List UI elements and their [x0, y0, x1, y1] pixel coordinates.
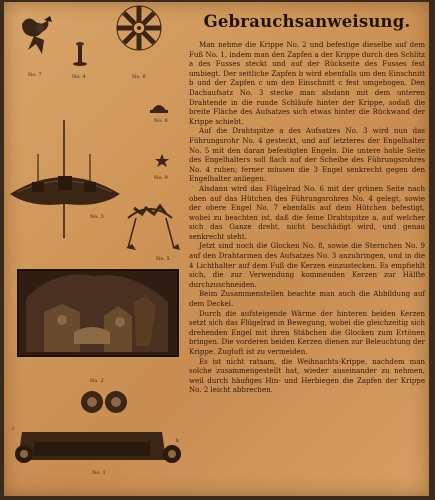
instruction-paragraph: Jetzt sind noch die Glocken No. 8, sowie die Sternchen No. 9 auf den Drahtarmen des Aufsatzes No. 3 anzubringen, und in die 4 Lichthalter auf dem Fuß die Kerzen einzustecken. Es empfiehlt sich, die zur Verwendung kommenden Kerzen zur Hälfte durchzuschneiden.: [189, 241, 425, 289]
base-figure: [15, 391, 181, 463]
label-no4: No. 4: [72, 74, 86, 80]
label-no9: No. 9: [154, 175, 168, 181]
instruction-paragraph: Man nehme die Krippe No. 2 und befestige dieselbe auf dem Fuß No. 1, indem man den Zapfen a der Krippe durch den Schlitz a des Fusses steckt und auf der Rückseite des Fusses fest umbiegt. Der seitliche Zapfen b wird ebenfalls um den Einschnitt b und der Zapfen c um den Einschnitt c fest umgebogen. Den Dachaufsatz No. 3 stecke man alsdann mit dem unteren Drahtende in die runde Schläufe hinter der Krippe, sodaß die breite Fläche des Aufsatzes sich etwas hinter die Rückwand der Krippe schiebt.: [189, 40, 425, 126]
label-base-b: b: [176, 438, 180, 444]
instruction-paragraph: Durch die aufsteigende Wärme der hinteren beiden Kerzen setzt sich das Flügelrad in Bewegung, wobei die gleichzeitig sich drehenden Engel mit ihren Stäbchen die Glocken zum Ertönen bringen. Die vorderen beiden Kerzen dienen zur Beleuchtung der Krippe. Zugluft ist zu vermeiden.: [189, 308, 425, 356]
document-title: Gebrauchsanweisung.: [203, 12, 411, 31]
roof-figure: [10, 120, 120, 238]
tube-figure: [73, 42, 87, 66]
label-no5: No. 5: [156, 256, 170, 262]
angel-figure: [22, 16, 52, 54]
instruction-paragraph: Es ist nicht ratsam, die Weihnachts-Krippe, nachdem man solche zusammengestellt hat, wieder auseinander zu nehmen, weil durch häufiges Hin- und Herbiegen die Zapfen der Krippe No. 2 leicht abbrechen.: [189, 356, 425, 395]
instruction-paragraph: Auf die Drahtspitze a des Aufsatzes No. 3 wird nun das Führungsrohr No. 4 gesteckt, und auf letzteres der Engelhalter No. 5 mit den daran befestigten Engeln. Die untere hohle Seite des Engelhalters soll flach auf der Scheibe des Führungsrohres No. 4 ruhen; ferner müssen die 3 Engel senkrecht gegen den Engelhalter anliegen.: [189, 126, 425, 184]
instruction-paragraph: Beim Zusammenstellen beachte man auch die Abbildung auf dem Deckel.: [189, 289, 425, 309]
illustrations-panel: [4, 2, 189, 496]
label-no3: No. 3: [90, 214, 104, 220]
label-base-c: c: [12, 426, 15, 432]
label-no1: No. 1: [92, 470, 106, 476]
instruction-sheet: [4, 2, 429, 496]
bell-figure: [150, 105, 168, 113]
label-no2: No. 2: [90, 378, 104, 384]
label-no6: No. 6: [132, 74, 146, 80]
label-no8: No. 8: [154, 118, 168, 124]
label-no7: No. 7: [28, 72, 42, 78]
instructions-column: [189, 6, 425, 494]
instruction-paragraph: Alsdann wird das Flügelrad No. 6 mit der grünen Seite nach oben auf das Hütchen des Führungsrohres No. 4 gelegt, sowie der obere Engel No. 7 ebenfalls auf dem Hütchen befestigt, wobei zu beachten ist, daß die feine Drahtspitze a, auf welcher sich das Ganze dreht, nicht beschädigt wird, und genau senkrecht steht.: [189, 183, 425, 241]
wheel-figure: [117, 6, 161, 50]
crib-figure: [18, 270, 178, 356]
star-figure: [155, 154, 169, 167]
holder-figure: [126, 206, 180, 250]
